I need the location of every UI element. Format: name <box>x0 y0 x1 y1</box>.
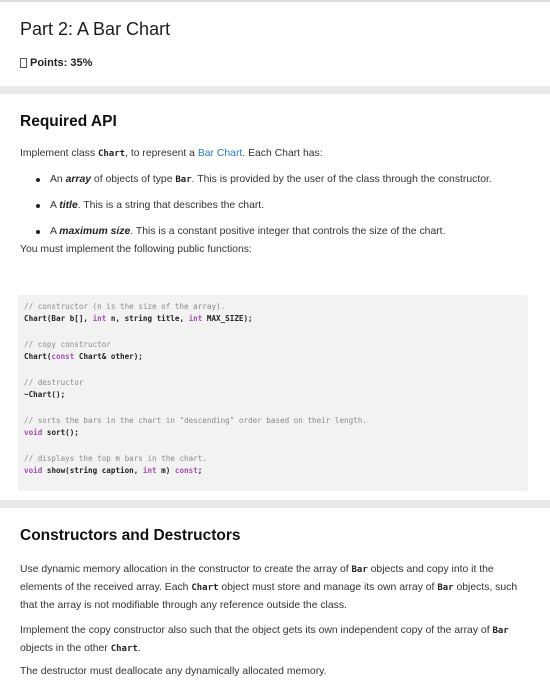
inline-code-bar: Bar <box>175 175 192 185</box>
list-item-emphasis: title <box>59 200 78 211</box>
list-item-emphasis: array <box>65 174 92 185</box>
section-divider <box>0 500 550 508</box>
code-line: void sort(); <box>24 428 79 437</box>
intro-text-suffix: . Each Chart has: <box>242 148 323 159</box>
code-comment: // sorts the bars in the chart in "descending" order based on their length. <box>24 416 367 425</box>
bullet-icon <box>36 230 40 234</box>
intro-text-mid: , to represent a <box>125 148 198 159</box>
top-divider <box>0 0 550 2</box>
list-item-text: A <box>50 200 60 211</box>
code-line: void show(string caption, int m) const; <box>24 466 203 475</box>
code-comment: // constructor (n is the size of the array). <box>24 302 226 311</box>
list-item-emphasis: maximum size <box>59 226 131 237</box>
inline-code-chart: Chart <box>191 583 219 593</box>
chart-properties-list <box>36 172 496 250</box>
intro-paragraph <box>20 146 530 162</box>
list-item-text: . This is a string that describes the chart. <box>77 200 265 211</box>
section-heading-required-api: Required API <box>20 113 117 130</box>
list-item <box>36 198 496 214</box>
intro-text: Implement class <box>20 148 98 159</box>
code-line: ~Chart(); <box>24 390 66 399</box>
points-text: Points: 35% <box>30 57 93 69</box>
code-line: Chart(Bar b[], int n, string title, int MAX_SIZE); <box>24 314 253 323</box>
list-item-text: . This is provided by the user of the class through the constructor. <box>191 174 492 185</box>
destructor-paragraph: The destructor must deallocate any dynamically allocated memory. <box>20 666 327 677</box>
inline-code-chart: Chart <box>97 149 126 159</box>
bullet-icon <box>36 178 40 182</box>
section-heading-constructors: Constructors and Destructors <box>20 527 241 544</box>
inline-code-bar: Bar <box>437 583 454 593</box>
list-item <box>36 224 496 240</box>
bar-chart-link[interactable]: Bar Chart <box>197 148 243 159</box>
page-title: Part 2: A Bar Chart <box>20 19 171 39</box>
bullet-icon <box>36 204 40 208</box>
code-comment: // copy constructor <box>24 340 111 349</box>
dynamic-memory-paragraph: Use dynamic memory allocation in the constructor to create the array of Bar objects and copy into it the elements of the received array. Each Chart object must store and manage its own array of Bar objects, such that the array is not modifiable through any reference outside the class. <box>20 564 518 611</box>
must-implement-text: You must implement the following public functions: <box>20 244 252 255</box>
inline-code-bar: Bar <box>351 565 368 575</box>
code-comment: // destructor <box>24 378 84 387</box>
code-block <box>18 295 528 491</box>
list-item-text: . This is a constant positive integer that controls the size of the chart. <box>130 226 446 237</box>
list-item <box>36 172 496 188</box>
checkbox-icon <box>20 58 27 68</box>
list-item-text: of objects of type <box>91 174 176 185</box>
inline-code-chart: Chart <box>110 644 138 654</box>
section-divider <box>0 86 550 94</box>
list-item-text: A <box>50 226 60 237</box>
copy-constructor-paragraph: Implement the copy constructor also such that the object gets its own independent copy of the array of Bar objects in the other Chart. <box>20 625 509 654</box>
points-label <box>20 57 92 69</box>
inline-code-bar: Bar <box>492 626 509 636</box>
code-comment: // displays the top m bars in the chart. <box>24 454 207 463</box>
list-item-text: An <box>50 174 66 185</box>
code-line: Chart(const Chart& other); <box>24 352 143 361</box>
